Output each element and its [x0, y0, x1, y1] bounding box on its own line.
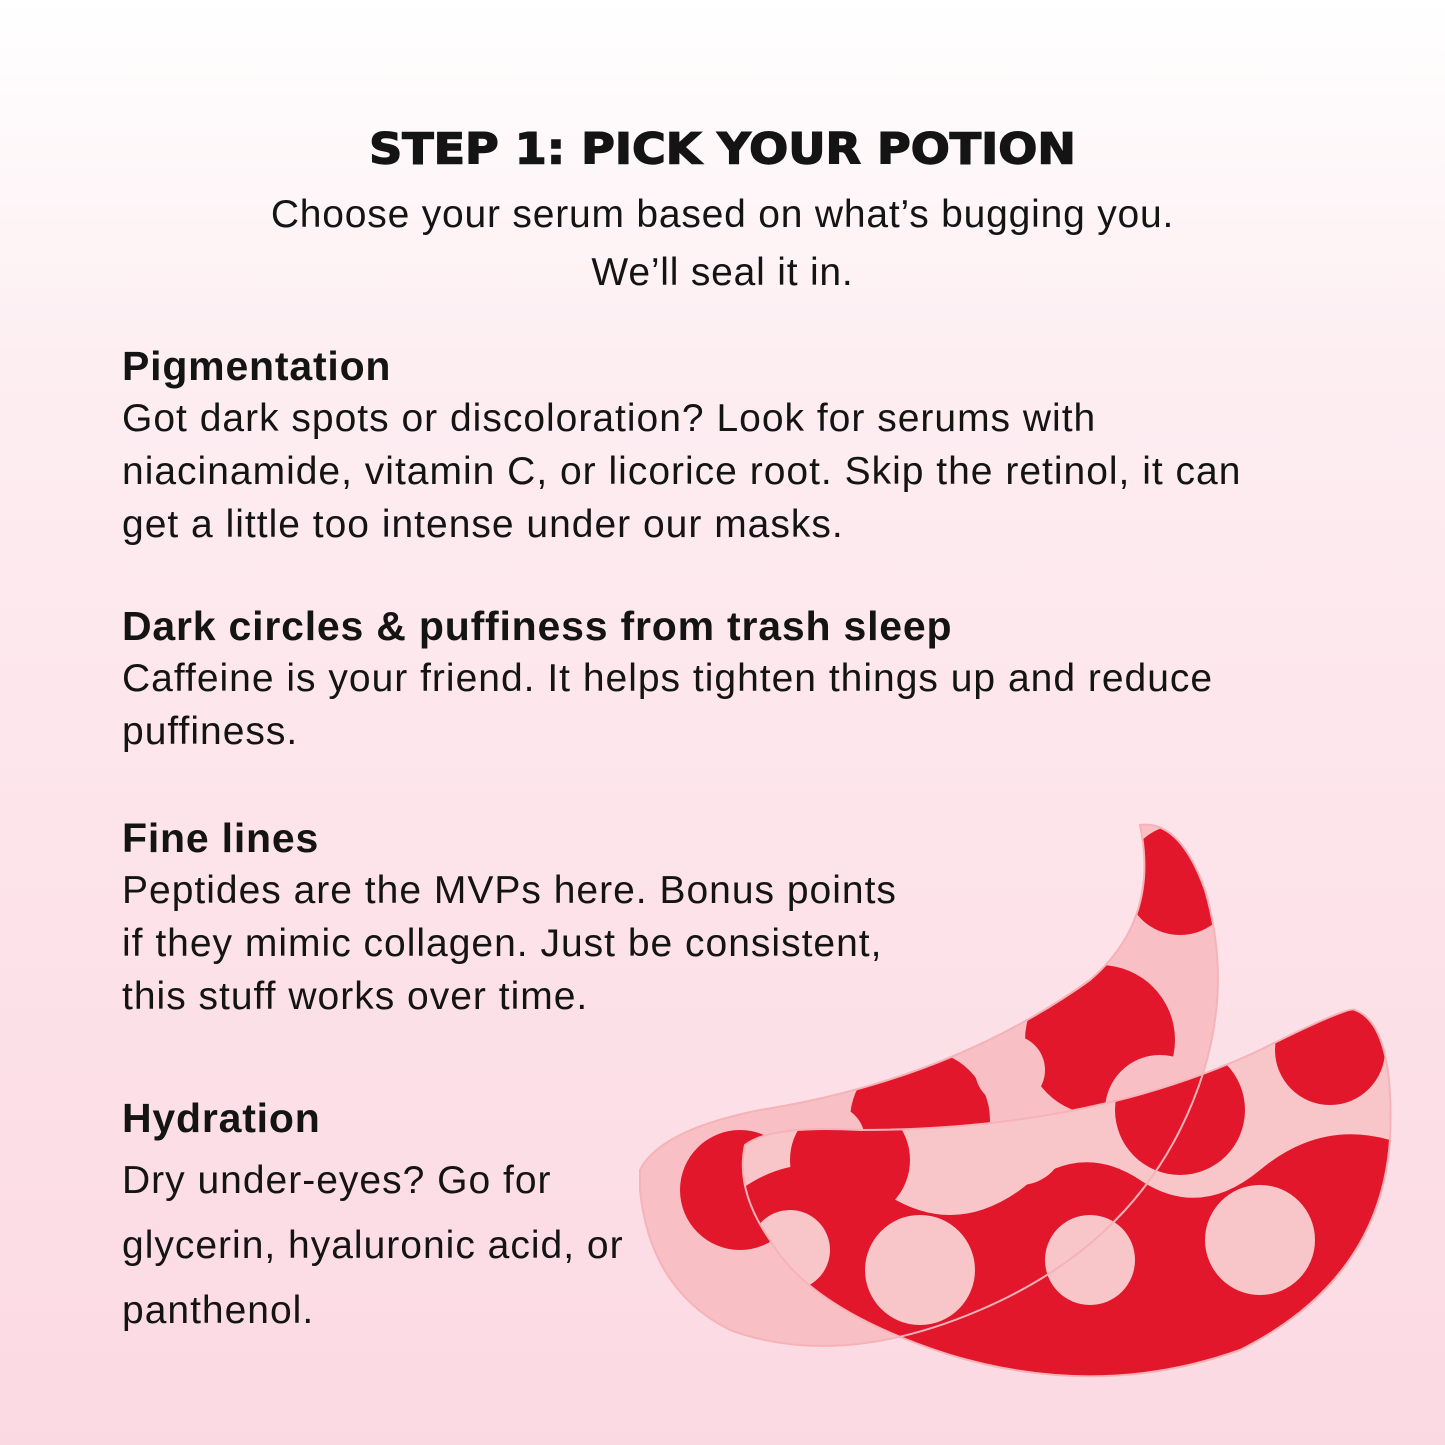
header — [0, 118, 1445, 302]
section-heading: Hydration — [122, 1095, 321, 1141]
section-body: Caffeine is your friend. It helps tighten things up and reduce puffiness. — [122, 657, 1214, 753]
under-eye-patches-icon — [620, 810, 1410, 1400]
section-pigmentation — [122, 340, 1302, 551]
section-heading: Pigmentation — [122, 343, 392, 389]
section-hydration — [122, 1092, 642, 1343]
subtitle-line-1: Choose your serum based on what’s bugging you. — [270, 193, 1175, 236]
section-body: Dry under-eyes? Go for glycerin, hyaluronic acid, or panthenol. — [122, 1159, 624, 1332]
section-heading: Fine lines — [122, 815, 320, 861]
section-dark-circles — [122, 600, 1302, 758]
section-heading: Dark circles & puffiness from trash sleep — [122, 603, 953, 649]
section-body: Peptides are the MVPs here. Bonus points if they mimic collagen. Just be consistent, this stuff works over time. — [122, 869, 897, 1018]
subtitle — [0, 186, 1445, 302]
subtitle-line-2: We’ll seal it in. — [591, 251, 854, 294]
section-body: Got dark spots or discoloration? Look for serums with niacinamide, vitamin C, or licorice root. Skip the retinol, it can get a little too intense under our masks. — [122, 397, 1242, 546]
page-title: STEP 1: PICK YOUR POTION — [369, 124, 1076, 174]
